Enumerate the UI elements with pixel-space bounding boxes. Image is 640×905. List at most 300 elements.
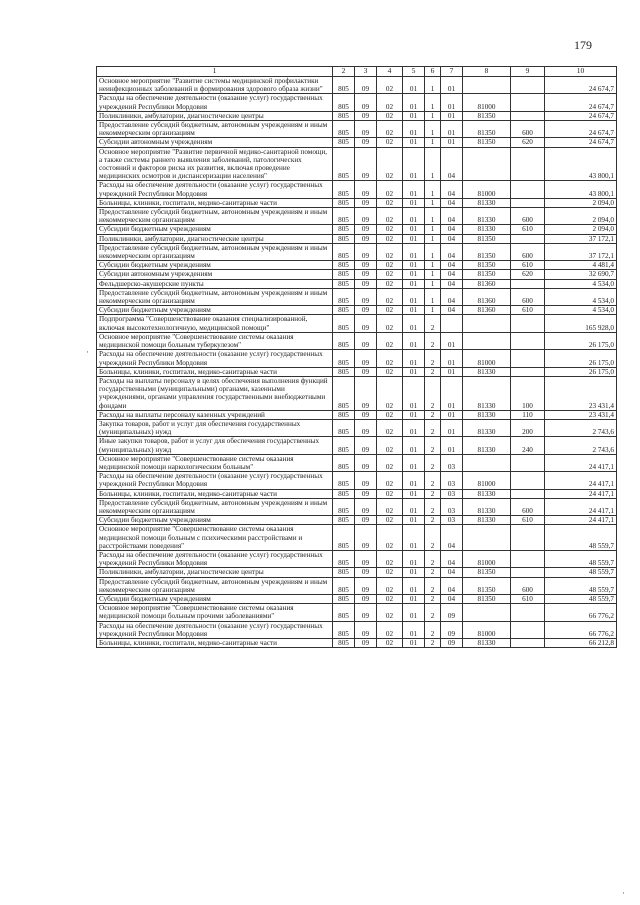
code-cell: 2 (425, 525, 441, 551)
code-cell: 81360 (463, 279, 511, 288)
page-number: 179 (574, 38, 592, 52)
code-cell: 81350 (463, 243, 511, 260)
amount-cell: 24 674,7 (545, 121, 617, 138)
code-cell (441, 315, 463, 332)
code-cell (463, 604, 511, 621)
column-header: 10 (545, 67, 617, 77)
table-row (97, 376, 617, 410)
table-row (97, 639, 617, 648)
row-description: Основное мероприятие "Развитие системы медицинской профилактики неинфекционных заболеваний и формирования здорового образа жизни" (97, 77, 333, 94)
code-cell: 1 (425, 111, 441, 120)
code-cell: 805 (333, 77, 355, 94)
code-cell: 09 (355, 568, 377, 577)
code-cell: 600 (511, 243, 545, 260)
code-cell: 805 (333, 594, 355, 603)
table-row (97, 121, 617, 138)
amount-cell: 48 559,7 (545, 594, 617, 603)
code-cell: 200 (511, 419, 545, 436)
code-cell: 02 (377, 225, 403, 234)
code-cell: 805 (333, 138, 355, 147)
code-cell: 805 (333, 489, 355, 498)
code-cell: 01 (403, 121, 425, 138)
header-row (97, 67, 617, 77)
code-cell: 01 (403, 498, 425, 515)
row-description: Расходы на обеспечение деятельности (оказание услуг) государственных учреждений Республики Мордовия (97, 550, 333, 567)
code-cell: 09 (355, 198, 377, 207)
code-cell: 805 (333, 350, 355, 367)
code-cell: 09 (355, 77, 377, 94)
code-cell: 81350 (463, 577, 511, 594)
code-cell: 09 (355, 225, 377, 234)
code-cell: 1 (425, 225, 441, 234)
row-description: Расходы на обеспечение деятельности (оказание услуг) государственных учреждений Республики Мордовия (97, 350, 333, 367)
code-cell: 02 (377, 332, 403, 349)
code-cell: 01 (403, 621, 425, 638)
code-cell: 01 (403, 516, 425, 525)
row-description: Предоставление субсидий бюджетным, автономным учреждениям и иным некоммерческим организациям (97, 208, 333, 225)
code-cell: 81350 (463, 111, 511, 120)
code-cell: 02 (377, 147, 403, 181)
table-row (97, 621, 617, 638)
table-row (97, 147, 617, 181)
row-description: Поликлиники, амбулатории, диагностические центры (97, 111, 333, 120)
code-cell: 805 (333, 410, 355, 419)
code-cell: 81330 (463, 367, 511, 376)
code-cell: 1 (425, 181, 441, 198)
code-cell: 610 (511, 261, 545, 270)
code-cell: 09 (355, 577, 377, 594)
code-cell: 02 (377, 94, 403, 111)
code-cell: 805 (333, 315, 355, 332)
code-cell: 01 (403, 350, 425, 367)
code-cell: 09 (355, 489, 377, 498)
row-description: Субсидии бюджетным учреждениям (97, 225, 333, 234)
table-row (97, 111, 617, 120)
code-cell: 01 (403, 111, 425, 120)
code-cell: 805 (333, 181, 355, 198)
code-cell: 09 (355, 181, 377, 198)
column-header: 5 (403, 67, 425, 77)
table-row (97, 367, 617, 376)
code-cell: 81330 (463, 419, 511, 436)
code-cell (511, 94, 545, 111)
row-description: Расходы на выплаты персоналу казенных учреждений (97, 410, 333, 419)
code-cell: 1 (425, 198, 441, 207)
code-cell: 2 (425, 454, 441, 471)
row-description: Предоставление субсидий бюджетным, автономным учреждениям и иным некоммерческим организациям (97, 498, 333, 515)
code-cell: 01 (403, 225, 425, 234)
code-cell: 02 (377, 208, 403, 225)
amount-cell: 37 172,1 (545, 243, 617, 260)
code-cell: 03 (441, 489, 463, 498)
code-cell: 09 (355, 270, 377, 279)
code-cell: 01 (403, 525, 425, 551)
code-cell: 01 (403, 454, 425, 471)
code-cell: 01 (403, 147, 425, 181)
code-cell (511, 639, 545, 648)
row-description: Подпрограмма "Совершенствование оказания специализированной, включая высокотехнологичную, медицинской помощи" (97, 315, 333, 332)
row-description: Расходы на обеспечение деятельности (оказание услуг) государственных учреждений Республики Мордовия (97, 181, 333, 198)
code-cell: 02 (377, 138, 403, 147)
code-cell: 02 (377, 121, 403, 138)
code-cell (511, 550, 545, 567)
code-cell: 1 (425, 138, 441, 147)
code-cell (511, 279, 545, 288)
code-cell: 01 (441, 332, 463, 349)
code-cell: 03 (441, 472, 463, 489)
amount-cell: 23 431,4 (545, 410, 617, 419)
code-cell: 805 (333, 516, 355, 525)
row-description: Основное мероприятие "Развитие первичной медико-санитарной помощи, а также системы раннего выявления заболеваний, патологических состояний и факторов риска их развития, включая проведение медицинских осмотров и диспансеризации населения" (97, 147, 333, 181)
code-cell: 01 (441, 94, 463, 111)
code-cell: 03 (441, 454, 463, 471)
code-cell (511, 198, 545, 207)
amount-cell: 24 417,1 (545, 489, 617, 498)
code-cell: 04 (441, 261, 463, 270)
row-description: Предоставление субсидий бюджетным, автономным учреждениям и иным некоммерческим организациям (97, 288, 333, 305)
code-cell: 02 (377, 419, 403, 436)
code-cell: 110 (511, 410, 545, 419)
code-cell: 09 (355, 288, 377, 305)
code-cell (511, 350, 545, 367)
code-cell: 01 (403, 594, 425, 603)
code-cell: 02 (377, 594, 403, 603)
code-cell: 09 (355, 594, 377, 603)
code-cell: 02 (377, 350, 403, 367)
code-cell: 2 (425, 350, 441, 367)
row-description: Поликлиники, амбулатории, диагностические центры (97, 234, 333, 243)
code-cell: 01 (403, 332, 425, 349)
code-cell: 04 (441, 306, 463, 315)
code-cell: 02 (377, 525, 403, 551)
code-cell (511, 568, 545, 577)
code-cell: 09 (355, 350, 377, 367)
table-row (97, 454, 617, 471)
code-cell: 81360 (463, 306, 511, 315)
code-cell: 2 (425, 489, 441, 498)
code-cell: 81330 (463, 516, 511, 525)
amount-cell: 4 534,0 (545, 288, 617, 305)
code-cell (463, 315, 511, 332)
column-header: 6 (425, 67, 441, 77)
amount-cell: 66 776,2 (545, 604, 617, 621)
amount-cell: 43 800,1 (545, 181, 617, 198)
code-cell: 610 (511, 306, 545, 315)
table-row (97, 419, 617, 436)
code-cell: 02 (377, 261, 403, 270)
code-cell: 01 (403, 306, 425, 315)
code-cell (511, 315, 545, 332)
row-description: Основное мероприятие "Совершенствование системы оказания медицинской помощи наркологическим больным" (97, 454, 333, 471)
code-cell: 1 (425, 279, 441, 288)
code-cell: 2 (425, 472, 441, 489)
code-cell: 805 (333, 306, 355, 315)
code-cell: 04 (441, 243, 463, 260)
code-cell: 805 (333, 225, 355, 234)
code-cell: 02 (377, 270, 403, 279)
code-cell: 805 (333, 568, 355, 577)
amount-cell: 24 674,7 (545, 111, 617, 120)
table-row (97, 225, 617, 234)
code-cell: 09 (355, 147, 377, 181)
table-row (97, 261, 617, 270)
code-cell: 09 (355, 472, 377, 489)
amount-cell: 24 417,1 (545, 472, 617, 489)
code-cell: 04 (441, 234, 463, 243)
code-cell: 81000 (463, 181, 511, 198)
table-row (97, 437, 617, 454)
code-cell: 600 (511, 577, 545, 594)
code-cell (511, 489, 545, 498)
code-cell: 01 (403, 94, 425, 111)
code-cell: 09 (441, 604, 463, 621)
code-cell (511, 332, 545, 349)
code-cell: 01 (441, 437, 463, 454)
code-cell: 02 (377, 472, 403, 489)
code-cell: 805 (333, 604, 355, 621)
code-cell: 01 (403, 437, 425, 454)
code-cell: 2 (425, 639, 441, 648)
row-description: Субсидии бюджетным учреждениям (97, 594, 333, 603)
code-cell: 09 (355, 234, 377, 243)
code-cell: 81330 (463, 376, 511, 410)
amount-cell: 23 431,4 (545, 376, 617, 410)
code-cell: 01 (403, 315, 425, 332)
code-cell: 09 (355, 621, 377, 638)
row-description: Больницы, клиники, госпитали, медико-санитарные части (97, 489, 333, 498)
code-cell: 620 (511, 138, 545, 147)
table-row (97, 577, 617, 594)
code-cell: 2 (425, 550, 441, 567)
table-row (97, 94, 617, 111)
code-cell: 02 (377, 234, 403, 243)
table-row (97, 472, 617, 489)
code-cell: 600 (511, 288, 545, 305)
code-cell (511, 181, 545, 198)
code-cell: 01 (403, 234, 425, 243)
row-description: Основное мероприятие "Совершенствование системы оказания медицинской помощи больным с психическими расстройствами и расстройствами поведения" (97, 525, 333, 551)
code-cell: 03 (441, 498, 463, 515)
code-cell: 01 (441, 77, 463, 94)
table-row (97, 350, 617, 367)
code-cell (511, 525, 545, 551)
code-cell: 09 (441, 639, 463, 648)
code-cell: 01 (441, 111, 463, 120)
code-cell: 1 (425, 77, 441, 94)
code-cell: 81330 (463, 410, 511, 419)
code-cell (463, 332, 511, 349)
amount-cell: 2 094,0 (545, 208, 617, 225)
code-cell: 01 (403, 604, 425, 621)
code-cell: 81350 (463, 270, 511, 279)
code-cell: 09 (355, 437, 377, 454)
code-cell: 805 (333, 550, 355, 567)
code-cell: 01 (403, 270, 425, 279)
code-cell: 09 (355, 315, 377, 332)
code-cell: 1 (425, 243, 441, 260)
table-row (97, 279, 617, 288)
code-cell (511, 472, 545, 489)
code-cell: 04 (441, 270, 463, 279)
code-cell: 1 (425, 270, 441, 279)
code-cell: 600 (511, 498, 545, 515)
code-cell: 09 (355, 261, 377, 270)
code-cell: 09 (355, 410, 377, 419)
code-cell: 09 (441, 621, 463, 638)
code-cell: 04 (441, 525, 463, 551)
code-cell: 04 (441, 288, 463, 305)
code-cell: 805 (333, 437, 355, 454)
code-cell: 02 (377, 550, 403, 567)
code-cell: 01 (403, 77, 425, 94)
amount-cell: 26 175,0 (545, 367, 617, 376)
table-row (97, 138, 617, 147)
column-header: 8 (463, 67, 511, 77)
code-cell (463, 454, 511, 471)
code-cell: 2 (425, 621, 441, 638)
code-cell: 805 (333, 454, 355, 471)
code-cell: 09 (355, 306, 377, 315)
code-cell: 04 (441, 147, 463, 181)
code-cell: 09 (355, 111, 377, 120)
code-cell: 01 (403, 489, 425, 498)
code-cell: 02 (377, 577, 403, 594)
code-cell: 805 (333, 577, 355, 594)
code-cell: 805 (333, 94, 355, 111)
code-cell: 02 (377, 111, 403, 120)
code-cell: 04 (441, 225, 463, 234)
column-header: 1 (97, 67, 333, 77)
row-description: Субсидии автономным учреждениям (97, 270, 333, 279)
code-cell: 2 (425, 367, 441, 376)
code-cell: 01 (441, 138, 463, 147)
amount-cell: 2 743,6 (545, 437, 617, 454)
code-cell: 81330 (463, 489, 511, 498)
amount-cell: 48 559,7 (545, 550, 617, 567)
code-cell: 02 (377, 437, 403, 454)
code-cell: 01 (403, 181, 425, 198)
column-header: 7 (441, 67, 463, 77)
code-cell: 2 (425, 332, 441, 349)
code-cell: 81330 (463, 437, 511, 454)
code-cell: 09 (355, 550, 377, 567)
code-cell: 09 (355, 243, 377, 260)
table-row (97, 270, 617, 279)
code-cell: 01 (403, 243, 425, 260)
code-cell: 01 (441, 419, 463, 436)
code-cell: 805 (333, 472, 355, 489)
code-cell (463, 77, 511, 94)
code-cell: 01 (403, 419, 425, 436)
code-cell: 600 (511, 208, 545, 225)
table-row (97, 243, 617, 260)
amount-cell: 24 417,1 (545, 498, 617, 515)
code-cell: 1 (425, 147, 441, 181)
code-cell: 02 (377, 376, 403, 410)
code-cell: 09 (355, 376, 377, 410)
amount-cell: 37 172,1 (545, 234, 617, 243)
code-cell: 09 (355, 419, 377, 436)
code-cell: 81000 (463, 94, 511, 111)
code-cell: 09 (355, 138, 377, 147)
column-header: 4 (377, 67, 403, 77)
code-cell: 01 (403, 410, 425, 419)
code-cell: 01 (403, 261, 425, 270)
code-cell: 100 (511, 376, 545, 410)
code-cell: 1 (425, 288, 441, 305)
code-cell: 04 (441, 208, 463, 225)
column-header: 9 (511, 67, 545, 77)
amount-cell: 48 559,7 (545, 568, 617, 577)
code-cell: 2 (425, 577, 441, 594)
code-cell: 02 (377, 243, 403, 260)
code-cell: 09 (355, 525, 377, 551)
code-cell: 2 (425, 498, 441, 515)
amount-cell: 165 928,0 (545, 315, 617, 332)
row-description: Больницы, клиники, госпитали, медико-санитарные части (97, 367, 333, 376)
code-cell: 02 (377, 288, 403, 305)
amount-cell: 66 776,2 (545, 621, 617, 638)
code-cell: 09 (355, 208, 377, 225)
table-row (97, 568, 617, 577)
code-cell: 81350 (463, 594, 511, 603)
row-description: Больницы, клиники, госпитали, медико-санитарные части (97, 639, 333, 648)
code-cell: 01 (403, 376, 425, 410)
code-cell: 02 (377, 367, 403, 376)
code-cell: 09 (355, 454, 377, 471)
code-cell: 81000 (463, 472, 511, 489)
amount-cell: 2 743,6 (545, 419, 617, 436)
amount-cell: 2 094,0 (545, 198, 617, 207)
table-row (97, 198, 617, 207)
code-cell: 04 (441, 568, 463, 577)
row-description: Субсидии бюджетным учреждениям (97, 261, 333, 270)
table-row (97, 306, 617, 315)
code-cell: 805 (333, 234, 355, 243)
code-cell: 805 (333, 332, 355, 349)
code-cell: 02 (377, 639, 403, 648)
code-cell: 02 (377, 498, 403, 515)
code-cell: 02 (377, 410, 403, 419)
table-row (97, 410, 617, 419)
code-cell (511, 621, 545, 638)
code-cell: 09 (355, 94, 377, 111)
code-cell: 04 (441, 594, 463, 603)
row-description: Поликлиники, амбулатории, диагностические центры (97, 568, 333, 577)
code-cell: 805 (333, 498, 355, 515)
code-cell: 01 (441, 121, 463, 138)
code-cell: 81000 (463, 550, 511, 567)
code-cell: 81350 (463, 138, 511, 147)
row-description: Субсидии бюджетным учреждениям (97, 306, 333, 315)
table-row (97, 489, 617, 498)
table-row (97, 594, 617, 603)
amount-cell: 24 417,1 (545, 454, 617, 471)
code-cell: 09 (355, 604, 377, 621)
code-cell: 01 (441, 350, 463, 367)
code-cell: 04 (441, 279, 463, 288)
code-cell: 04 (441, 181, 463, 198)
amount-cell: 26 175,0 (545, 332, 617, 349)
code-cell: 1 (425, 121, 441, 138)
amount-cell: 32 690,7 (545, 270, 617, 279)
table-row (97, 208, 617, 225)
code-cell: 2 (425, 410, 441, 419)
code-cell: 2 (425, 516, 441, 525)
code-cell: 01 (441, 410, 463, 419)
code-cell: 805 (333, 270, 355, 279)
code-cell: 81330 (463, 498, 511, 515)
